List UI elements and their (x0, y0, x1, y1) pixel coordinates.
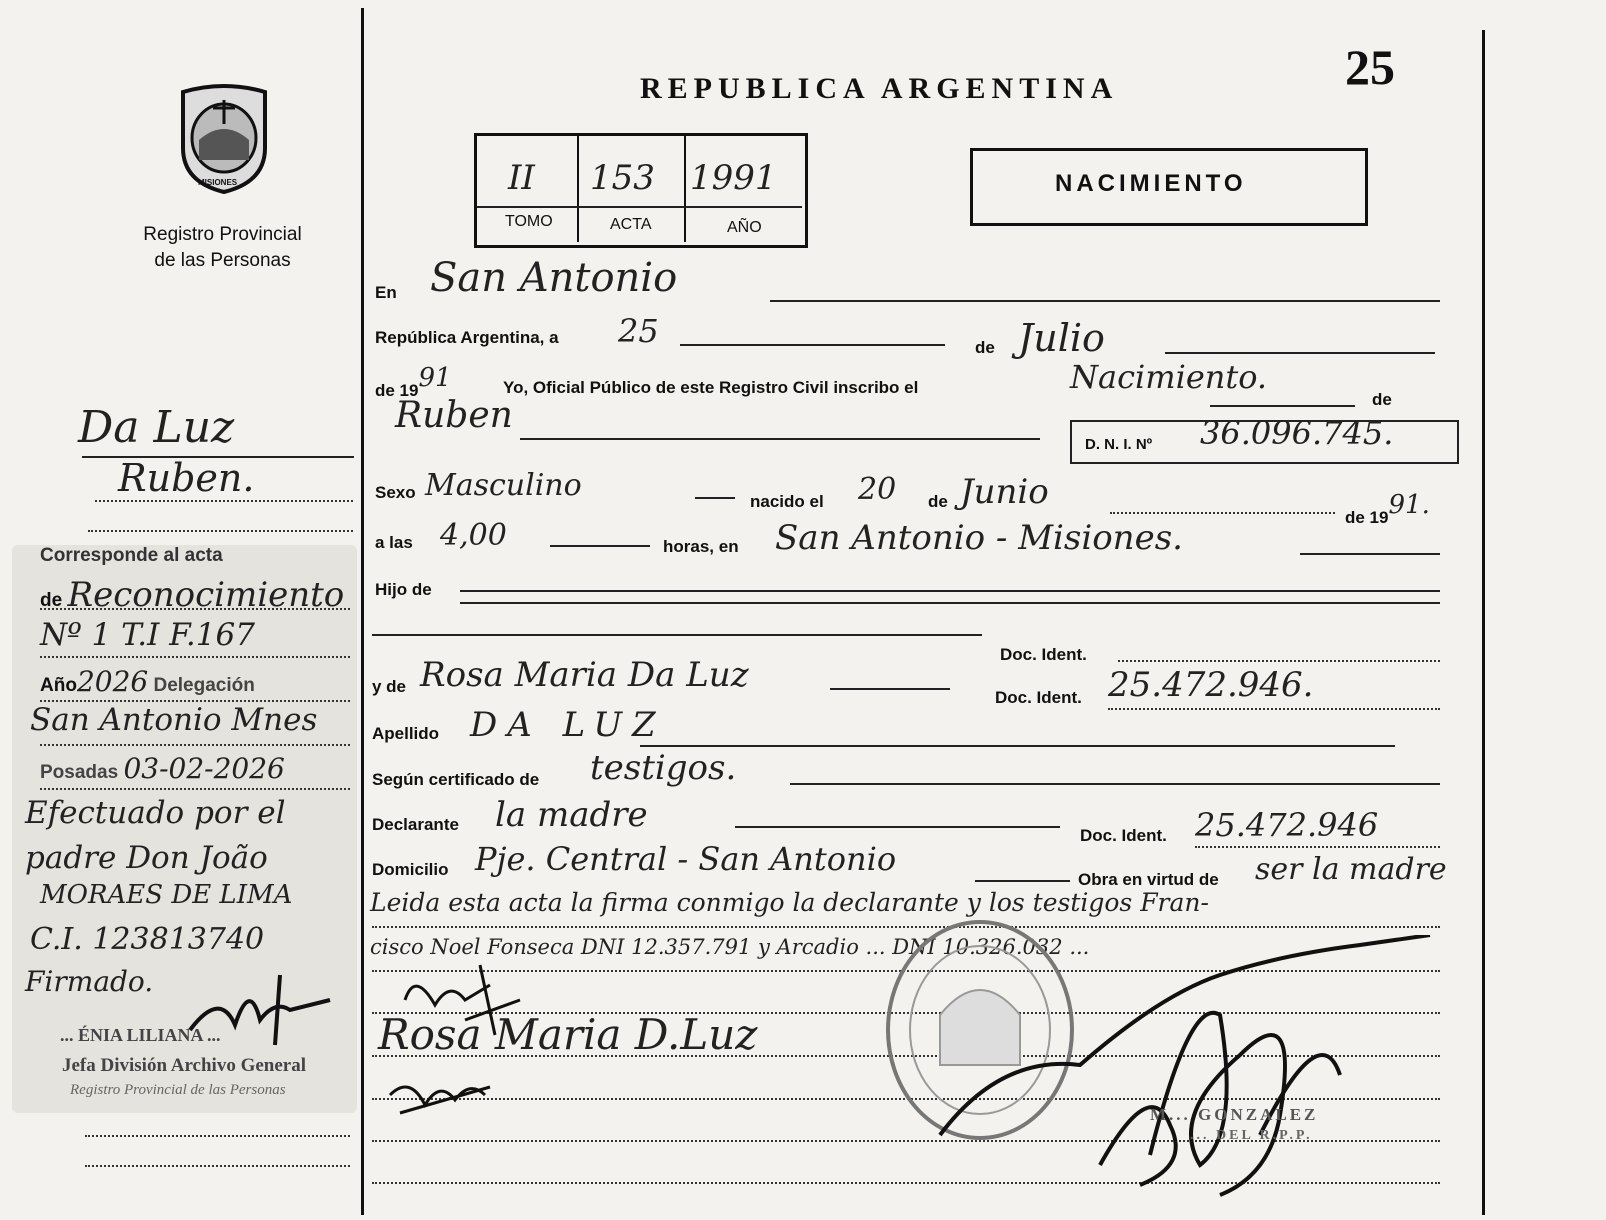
mother-signature: Rosa Maria D.Luz (378, 1010, 758, 1059)
de19-label-2 (1345, 490, 1430, 530)
stamp-line-5-rule (40, 744, 350, 746)
yde-label: y de (372, 677, 407, 696)
lugar-line (1300, 553, 1440, 555)
segun-line (790, 783, 1440, 785)
domicilio-value: Pje. Central - San Antonio (475, 840, 897, 878)
texto-line-2: cisco Noel Fonseca DNI 12.357.791 y Arcadio ... DNI 10.326.032 ... (370, 935, 1090, 959)
seal-title: ... DEL R.P.P. (1190, 1128, 1313, 1143)
declarante-doc-line (1195, 846, 1440, 848)
sexo-label: Sexo (375, 483, 416, 502)
nacido-label: nacido el (750, 492, 824, 511)
de-label-2: de (1372, 390, 1392, 409)
domicilio-label: Domicilio (372, 860, 449, 879)
nacido-anio: 91. (1388, 490, 1430, 520)
register-tomo-value: II (508, 158, 535, 198)
anio-suffix: 91 (418, 363, 452, 393)
register-sep-2 (684, 136, 686, 242)
en-label: En (375, 283, 397, 302)
margin-bottom-line-1 (85, 1135, 350, 1137)
madre-line (830, 688, 950, 690)
stamp-line-8: padre Don João (25, 840, 268, 876)
center-divider-line (361, 8, 364, 1215)
de19-text-2: de 19 (1345, 508, 1389, 527)
country-title: REPUBLICA ARGENTINA (640, 72, 1119, 105)
stamp-line-6-rule (40, 788, 350, 790)
nacido-mes: Junio (960, 472, 1049, 512)
madre-value: Rosa Maria Da Luz (420, 655, 749, 695)
doc-ident-label-1: Doc. Ident. (1000, 645, 1087, 664)
register-sep-1 (577, 136, 579, 242)
margin-surname: Da Luz (78, 402, 235, 453)
acto-value: Nacimiento. (1070, 358, 1268, 396)
margin-name-line (95, 500, 353, 502)
declarante-label: Declarante (372, 815, 459, 834)
provincial-emblem (165, 78, 283, 196)
stamp-line-9: MORAES DE LIMA (40, 880, 293, 910)
declarante-line (735, 826, 1060, 828)
nacido-dia: 20 (858, 472, 897, 507)
obra-value: ser la madre (1255, 852, 1447, 887)
en-value: San Antonio (430, 255, 678, 301)
mes-line (1165, 352, 1435, 354)
apellido-value: DA LUZ (470, 705, 666, 745)
apellido-line (640, 745, 1395, 747)
right-border-line (1482, 30, 1485, 1215)
stamp-anio-label: Año (40, 675, 77, 696)
dni-label: D. N. I. Nº (1085, 436, 1153, 453)
obra-label: Obra en virtud de (1078, 870, 1219, 889)
office-line-1: Registro Provincial (143, 224, 302, 245)
register-anio-label: AÑO (727, 219, 762, 236)
sexo-value: Masculino (425, 468, 582, 503)
en-line (770, 300, 1440, 302)
dia-value: 25 (618, 312, 659, 350)
stamp-line-13: Jefa División Archivo General (62, 1055, 306, 1076)
sexo-line (695, 497, 735, 499)
act-type-label: NACIMIENTO (1055, 170, 1247, 197)
stamp-anio-value: 2026 (76, 665, 149, 698)
stamp-line-12: ... ÉNIA LILIANA ... (60, 1025, 221, 1045)
margin-blank-line (88, 530, 353, 532)
register-underline (477, 206, 802, 208)
madre-doc-value: 25.472.946. (1108, 665, 1314, 705)
stamp-posadas-label: Posadas (40, 762, 119, 783)
seal-name: M... GONZALEZ (1150, 1105, 1319, 1124)
stamp-line-6 (40, 752, 285, 785)
stamp-line-14: Registro Provincial de las Personas (70, 1082, 286, 1098)
nacido-mes-line (1110, 512, 1335, 514)
margin-name: Ruben. (118, 456, 255, 500)
apellido-label: Apellido (372, 724, 440, 743)
stamp-delegacion-label: Delegación (153, 675, 255, 696)
hijo-label: Hijo de (375, 580, 432, 599)
horas-label: horas, en (663, 537, 739, 556)
alas-label: a las (375, 533, 413, 552)
declarante-doc-value: 25.472.946 (1195, 806, 1379, 844)
stamp-posadas-value: 03-02-2026 (123, 752, 285, 785)
hora-line (550, 545, 650, 547)
stamp-line-1: Corresponde al acta (40, 545, 223, 566)
stamp-line-2-rule (40, 608, 350, 610)
office-name (110, 222, 335, 274)
stamp-line-11: Firmado. (25, 965, 154, 998)
office-line-2: de las Personas (154, 250, 291, 271)
doc-ident-line-1 (1118, 660, 1440, 662)
stamp-de-value: Reconocimiento (67, 575, 345, 615)
de-label-3: de (928, 492, 948, 511)
hijo-line-1 (460, 590, 1440, 592)
hijo-line-3 (372, 634, 982, 636)
domicilio-line (975, 880, 1070, 882)
register-acta-label: ACTA (610, 216, 652, 233)
stamp-de-label: de (40, 590, 63, 611)
acto-line (1210, 405, 1355, 407)
margin-bottom-line-2 (85, 1165, 350, 1167)
stamp-line-3: Nº 1 T.I F.167 (40, 617, 255, 653)
segun-value: testigos. (590, 748, 737, 788)
register-acta-value: 153 (590, 158, 655, 198)
stamp-line-3-rule (40, 656, 350, 658)
republica-label: República Argentina, a (375, 328, 559, 347)
dni-value: 36.096.745. (1200, 414, 1394, 452)
stamp-line-7: Efectuado por el (25, 795, 286, 831)
doc-ident-label-3: Doc. Ident. (1080, 826, 1167, 845)
texto-line-1: Leida esta acta la firma conmigo la declarante y los testigos Fran- (370, 888, 1209, 917)
lugar-value: San Antonio - Misiones. (775, 518, 1183, 558)
de19-text: de 19 (375, 381, 419, 400)
stamp-line-4 (40, 665, 255, 698)
witness-signature-2 (380, 1065, 510, 1130)
madre-doc-line (1108, 708, 1440, 710)
hijo-line-2 (460, 602, 1440, 604)
nombre-value: Ruben (395, 395, 513, 436)
doc-ident-label-2: Doc. Ident. (995, 688, 1082, 707)
stamp-line-5: San Antonio Mnes (30, 702, 318, 738)
page-number: 25 (1345, 39, 1395, 95)
hora-value: 4,00 (440, 518, 507, 553)
officer-signature (920, 935, 1440, 1220)
de-label-1: de (975, 338, 995, 357)
segun-label: Según certificado de (372, 770, 540, 789)
yo-text: Yo, Oficial Público de este Registro Civil inscribo el (503, 378, 919, 397)
dia-line (680, 344, 945, 346)
emblem-text: MISIONES (198, 178, 238, 187)
nombre-line (520, 438, 1040, 440)
register-tomo-label: TOMO (505, 213, 553, 230)
stamp-line-10: C.I. 123813740 (30, 922, 265, 957)
mes-value: Julio (1018, 316, 1105, 360)
declarante-value: la madre (495, 795, 648, 835)
register-anio-value: 1991 (690, 158, 777, 198)
